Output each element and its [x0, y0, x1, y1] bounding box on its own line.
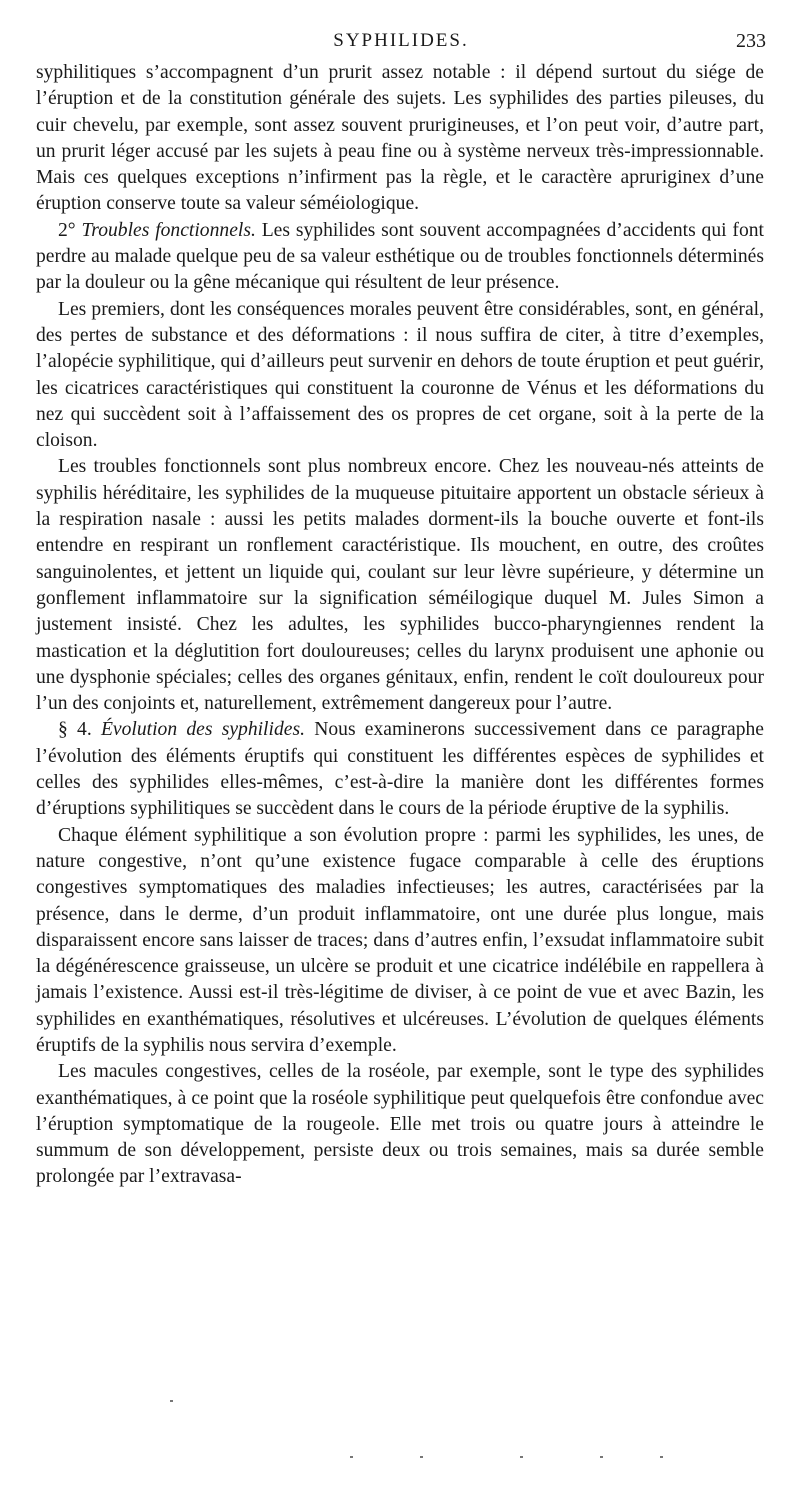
- paragraph-5: [36, 717, 764, 822]
- paragraph-4: [36, 454, 764, 717]
- scan-speck: [520, 1456, 523, 1458]
- section-heading: Troubles fonctionnels.: [81, 219, 256, 241]
- scan-speck: [600, 1456, 603, 1458]
- paragraph-text: Chaque élément syphilitique a son évolution propre : parmi les syphilides, les unes, de nature congestive, n’ont qu’une existence fugace comparable à celle des éruptions congestives symptomatiques des maladies infectieuses; les autres, caractérisées par la présence, dans le derme, d’un produit inflammatoire, ont une durée plus longue, mais disparaissent encore sans laisser de traces; dans d’autres enfin, l’exsudat inflammatoire subit la dégénérescence graisseuse, un ulcère se produit et une cicatrice indélébile en rappellera à jamais l’existence. Aussi est-il très-légitime de diviser, à ce point de vue et avec Bazin, les syphilides en exanthématiques, résolutives et ulcéreuses. L’évolution de quelques éléments éruptifs de la syphilis nous servira d’exemple.: [36, 824, 764, 1056]
- running-title: SYPHILIDES.: [333, 30, 469, 51]
- scan-speck: [350, 1456, 353, 1458]
- paragraph-1: [36, 60, 764, 218]
- body-text: [36, 60, 764, 1191]
- paragraph-text: Les premiers, dont les conséquences morales peuvent être considérables, sont, en général, des pertes de substance et des déformations : il nous suffira de citer, à titre d’exemples, l’alopécie syphilitique, qui d’ailleurs peut survenir en dehors de toute éruption et peut guérir, les cicatrices caractéristiques qui constituent la couronne de Vénus et les déformations du nez qui succèdent soit à l’affaissement des os propres de cet organe, soit à la perte de la cloison.: [36, 298, 764, 452]
- paragraph-text: syphilitiques s’accompagnent d’un prurit assez notable : il dépend surtout du siége de l’éruption et de la constitution générale des sujets. Les syphilides des parties pileuses, du cuir chevelu, par exemple, sont assez souvent prurigineuses, et l’on peut voir, d’autre part, un prurit léger accusé par les sujets à peau fine ou à système nerveux très-impressionnable. Mais ces quelques exceptions n’infirment pas la règle, et le caractère apruriginex d’une éruption conserve toute sa valeur séméiologique.: [36, 62, 764, 215]
- paragraph-text: Nous examinerons successivement dans ce paragraphe l’évolution des éléments éruptifs qui constituent les différentes espèces de syphilides et celles des syphilides elles-mêmes, c’est-à-dire la manière dont les différentes formes d’éruptions syphilitiques se succèdent dans le cours de la période éruptive de la syphilis.: [36, 719, 765, 820]
- paragraph-text: Les macules congestives, celles de la roséole, par exemple, sont le type des syphilides exanthématiques, à ce point que la roséole syphilitique peut quelquefois être confondue avec l’éruption symptomatique de la rougeole. Elle met trois ou quatre jours à atteindre le summum de son développement, persiste deux ou trois semaines, mais sa durée semble prolongée par l’extravasa-: [36, 1061, 764, 1188]
- page-number: 233: [736, 30, 766, 52]
- section-number: § 4.: [58, 719, 92, 741]
- paragraph-text: Les troubles fonctionnels sont plus nombreux encore. Chez les nouveau-nés atteints de syphilis héréditaire, les syphilides de la muqueuse pituitaire apportent un obstacle sérieux à la respiration nasale : aussi les petits malades dorment-ils la bouche ouverte et font-ils entendre en respirant un ronflement caractéristique. Ils mouchent, en outre, des croûtes sanguinolentes, et jettent un liquide qui, coulant sur leur lèvre supérieure, y détermine un gonflement inflammatoire sur la signification séméilogique duquel M. Jules Simon a justement insisté. Chez les adultes, les syphilides bucco-pharyngiennes rendent la mastication et la déglutition fort douloureuses; celles du larynx produisent une aphonie ou une dysphonie spéciales; celles des organes génitaux, enfin, rendent le coït douloureux pour l’un des conjoints et, naturellement, extrêmement dangereux pour l’autre.: [36, 456, 764, 715]
- paragraph-6: [36, 823, 764, 1060]
- scan-speck: [420, 1456, 423, 1458]
- paragraph-text: Les syphilides sont souvent accompagnées d’accidents qui font perdre au malade quelque peu de sa valeur esthétique ou de troubles fonctionnels déterminés par la douleur ou la gêne mécanique qui résultent de leur présence.: [36, 219, 764, 294]
- page-header: [36, 28, 766, 58]
- section-heading: Évolution des syphilides.: [100, 719, 305, 741]
- scan-speck: [170, 1400, 173, 1402]
- paragraph-3: [36, 297, 764, 455]
- section-number: 2°: [58, 219, 76, 241]
- paragraph-7: [36, 1059, 764, 1190]
- paragraph-2: [36, 218, 764, 297]
- scan-speck: [660, 1456, 663, 1458]
- scan-artifacts: [0, 1400, 800, 1460]
